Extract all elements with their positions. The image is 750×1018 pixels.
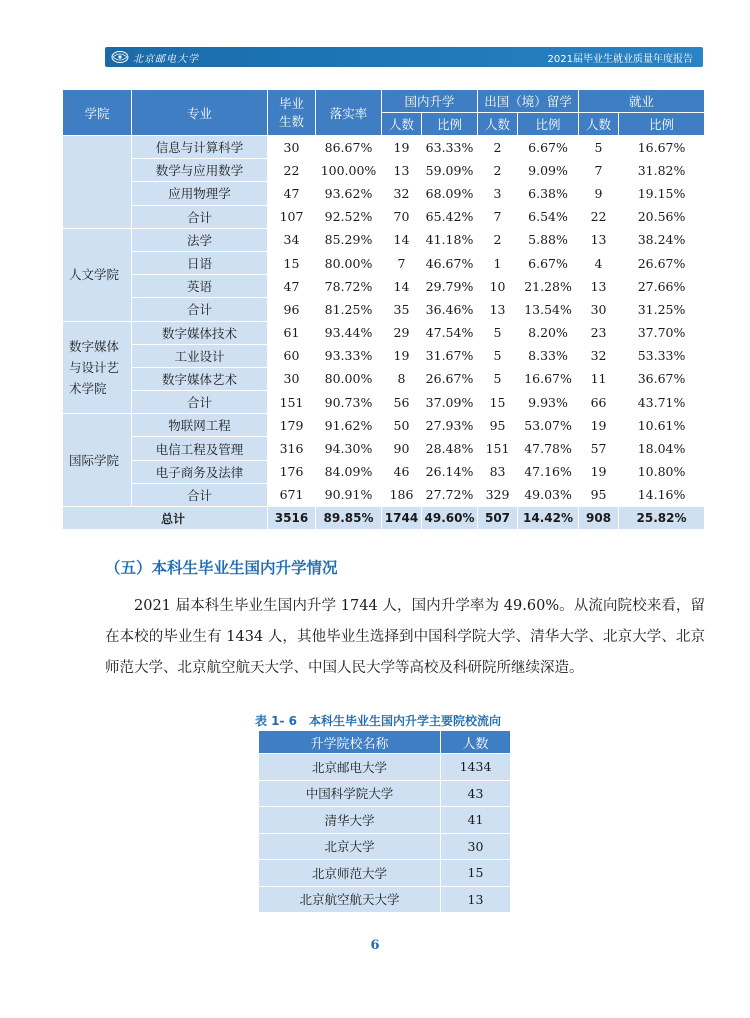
grads-cell: 47 — [268, 275, 316, 298]
abroad-count-cell: 5 — [478, 367, 518, 390]
domestic-count-cell: 70 — [382, 205, 422, 228]
employ-count-cell: 19 — [579, 414, 619, 437]
col-header-grads: 毕业生数 — [268, 90, 316, 136]
employ-count-cell: 13 — [579, 228, 619, 251]
table-row — [63, 251, 705, 274]
domestic-count-cell: 14 — [382, 228, 422, 251]
total-cell: 89.85% — [316, 507, 382, 530]
abroad-ratio-cell: 6.38% — [518, 182, 579, 205]
abroad-count-cell: 13 — [478, 298, 518, 321]
abroad-ratio-cell: 53.07% — [518, 414, 579, 437]
abroad-ratio-cell: 49.03% — [518, 483, 579, 506]
abroad-count-cell: 5 — [478, 344, 518, 367]
page-number: 6 — [370, 938, 380, 953]
employ-ratio-cell: 27.66% — [619, 275, 705, 298]
rate-cell: 93.33% — [316, 344, 382, 367]
domestic-count-cell: 19 — [382, 136, 422, 159]
rate-cell: 94.30% — [316, 437, 382, 460]
college-cell: 国际学院 — [63, 414, 132, 507]
employ-count-cell: 32 — [579, 344, 619, 367]
abroad-count-cell: 2 — [478, 159, 518, 182]
abroad-count-cell: 15 — [478, 391, 518, 414]
domestic-ratio-cell: 28.48% — [422, 437, 478, 460]
employ-count-cell: 7 — [579, 159, 619, 182]
destination-table-body — [259, 754, 511, 913]
employ-ratio-cell: 38.24% — [619, 228, 705, 251]
rate-cell: 80.00% — [316, 367, 382, 390]
col-header-people: 人数 — [441, 731, 511, 754]
grads-cell: 34 — [268, 228, 316, 251]
domestic-ratio-cell: 47.54% — [422, 321, 478, 344]
domestic-count-cell: 90 — [382, 437, 422, 460]
domestic-ratio-cell: 31.67% — [422, 344, 478, 367]
major-cell: 电子商务及法律 — [132, 460, 268, 483]
rate-cell: 91.62% — [316, 414, 382, 437]
grads-cell: 671 — [268, 483, 316, 506]
employ-count-cell: 30 — [579, 298, 619, 321]
employ-count-cell: 5 — [579, 136, 619, 159]
grads-cell: 316 — [268, 437, 316, 460]
table-row — [63, 391, 705, 414]
abroad-ratio-cell: 9.09% — [518, 159, 579, 182]
sub-header-count: 人数 — [382, 113, 422, 136]
grads-cell: 61 — [268, 321, 316, 344]
table-row — [259, 860, 511, 887]
employ-ratio-cell: 16.67% — [619, 136, 705, 159]
employ-ratio-cell: 19.15% — [619, 182, 705, 205]
abroad-ratio-cell: 6.67% — [518, 251, 579, 274]
major-cell: 数学与应用数学 — [132, 159, 268, 182]
abroad-count-cell: 329 — [478, 483, 518, 506]
grads-cell: 176 — [268, 460, 316, 483]
domestic-count-cell: 19 — [382, 344, 422, 367]
major-cell: 工业设计 — [132, 344, 268, 367]
report-title: 2021届毕业生就业质量年度报告 — [547, 54, 693, 65]
domestic-ratio-cell: 27.72% — [422, 483, 478, 506]
people-count-cell: 41 — [441, 807, 511, 834]
domestic-count-cell: 7 — [382, 251, 422, 274]
employ-ratio-cell: 20.56% — [619, 205, 705, 228]
rate-cell: 80.00% — [316, 251, 382, 274]
total-row — [63, 507, 705, 530]
sub-header-count: 人数 — [579, 113, 619, 136]
employ-ratio-cell: 10.61% — [619, 414, 705, 437]
employ-ratio-cell: 31.82% — [619, 159, 705, 182]
major-cell: 法学 — [132, 228, 268, 251]
table-caption: 表 1- 6 本科生毕业生国内升学主要院校流向 — [255, 714, 502, 728]
major-cell: 合计 — [132, 391, 268, 414]
domestic-ratio-cell: 68.09% — [422, 182, 478, 205]
people-count-cell: 15 — [441, 860, 511, 887]
school-name-cell: 北京邮电大学 — [259, 754, 441, 781]
school-name-cell: 北京航空航天大学 — [259, 886, 441, 913]
employ-ratio-cell: 26.67% — [619, 251, 705, 274]
rate-cell: 84.09% — [316, 460, 382, 483]
abroad-ratio-cell: 16.67% — [518, 367, 579, 390]
total-label: 总计 — [63, 507, 268, 530]
rate-cell: 81.25% — [316, 298, 382, 321]
grads-cell: 22 — [268, 159, 316, 182]
table-row — [259, 780, 511, 807]
section-title: （五）本科生毕业生国内升学情况 — [105, 559, 338, 577]
table-row — [63, 182, 705, 205]
grads-cell: 30 — [268, 367, 316, 390]
rate-cell: 90.91% — [316, 483, 382, 506]
major-cell: 信息与计算科学 — [132, 136, 268, 159]
sub-header-ratio: 比例 — [518, 113, 579, 136]
rate-cell: 85.29% — [316, 228, 382, 251]
total-cell: 25.82% — [619, 507, 705, 530]
abroad-ratio-cell: 21.28% — [518, 275, 579, 298]
domestic-count-cell: 46 — [382, 460, 422, 483]
paragraph-text: 2021 届本科生毕业生国内升学 1744 人，国内升学率为 49.60%。从流向院校来看，留在本校的毕业生有 1434 人，其他毕业生选择到中国科学院大学、清华大学、北京大学、北京师范大学、北京航空航天大学、中国人民大学等高校及科研院所继续深造。 — [105, 598, 705, 676]
school-name-cell: 北京大学 — [259, 833, 441, 860]
domestic-ratio-cell: 26.14% — [422, 460, 478, 483]
table-row — [63, 159, 705, 182]
domestic-ratio-cell: 65.42% — [422, 205, 478, 228]
total-cell: 14.42% — [518, 507, 579, 530]
school-name-cell: 清华大学 — [259, 807, 441, 834]
sub-header-ratio: 比例 — [422, 113, 478, 136]
col-header-school: 升学院校名称 — [259, 731, 441, 754]
employ-ratio-cell: 18.04% — [619, 437, 705, 460]
employment-table — [62, 89, 705, 530]
employ-count-cell: 11 — [579, 367, 619, 390]
col-header-domestic: 国内升学 — [382, 90, 478, 113]
table-row — [63, 367, 705, 390]
major-cell: 日语 — [132, 251, 268, 274]
domestic-ratio-cell: 36.46% — [422, 298, 478, 321]
employ-count-cell: 57 — [579, 437, 619, 460]
major-cell: 数字媒体技术 — [132, 321, 268, 344]
abroad-ratio-cell: 47.78% — [518, 437, 579, 460]
abroad-count-cell: 83 — [478, 460, 518, 483]
domestic-count-cell: 14 — [382, 275, 422, 298]
employ-count-cell: 22 — [579, 205, 619, 228]
major-cell: 应用物理学 — [132, 182, 268, 205]
abroad-ratio-cell: 8.20% — [518, 321, 579, 344]
employ-count-cell: 23 — [579, 321, 619, 344]
table-row — [63, 344, 705, 367]
sub-header-ratio: 比例 — [619, 113, 705, 136]
col-header-rate: 落实率 — [316, 90, 382, 136]
sub-header-count: 人数 — [478, 113, 518, 136]
abroad-count-cell: 2 — [478, 228, 518, 251]
school-name-cell: 中国科学院大学 — [259, 780, 441, 807]
employment-table-body — [63, 136, 705, 530]
abroad-count-cell: 3 — [478, 182, 518, 205]
table-row — [63, 460, 705, 483]
grads-cell: 151 — [268, 391, 316, 414]
employ-ratio-cell: 10.80% — [619, 460, 705, 483]
employ-count-cell: 66 — [579, 391, 619, 414]
employ-ratio-cell: 36.67% — [619, 367, 705, 390]
abroad-count-cell: 7 — [478, 205, 518, 228]
people-count-cell: 13 — [441, 886, 511, 913]
employ-count-cell: 19 — [579, 460, 619, 483]
total-cell: 49.60% — [422, 507, 478, 530]
domestic-count-cell: 186 — [382, 483, 422, 506]
employ-ratio-cell: 37.70% — [619, 321, 705, 344]
abroad-count-cell: 10 — [478, 275, 518, 298]
major-cell: 英语 — [132, 275, 268, 298]
major-cell: 物联网工程 — [132, 414, 268, 437]
abroad-count-cell: 1 — [478, 251, 518, 274]
major-cell: 数字媒体艺术 — [132, 367, 268, 390]
employ-ratio-cell: 53.33% — [619, 344, 705, 367]
logo-text: 北京邮电大学 — [133, 53, 199, 65]
table-row — [63, 298, 705, 321]
table-row — [63, 414, 705, 437]
total-cell: 507 — [478, 507, 518, 530]
rate-cell: 100.00% — [316, 159, 382, 182]
domestic-ratio-cell: 46.67% — [422, 251, 478, 274]
rate-cell: 93.44% — [316, 321, 382, 344]
abroad-count-cell: 5 — [478, 321, 518, 344]
major-cell: 合计 — [132, 205, 268, 228]
table-row — [63, 205, 705, 228]
abroad-count-cell: 2 — [478, 136, 518, 159]
abroad-ratio-cell: 8.33% — [518, 344, 579, 367]
grads-cell: 15 — [268, 251, 316, 274]
table-row — [259, 833, 511, 860]
section-paragraph — [105, 591, 705, 684]
total-cell: 1744 — [382, 507, 422, 530]
abroad-count-cell: 151 — [478, 437, 518, 460]
domestic-count-cell: 8 — [382, 367, 422, 390]
abroad-count-cell: 95 — [478, 414, 518, 437]
employ-ratio-cell: 14.16% — [619, 483, 705, 506]
abroad-ratio-cell: 9.93% — [518, 391, 579, 414]
major-cell: 电信工程及管理 — [132, 437, 268, 460]
employ-count-cell: 4 — [579, 251, 619, 274]
domestic-count-cell: 13 — [382, 159, 422, 182]
domestic-count-cell: 56 — [382, 391, 422, 414]
university-emblem-icon — [111, 50, 129, 64]
abroad-ratio-cell: 47.16% — [518, 460, 579, 483]
major-cell: 合计 — [132, 483, 268, 506]
employ-count-cell: 13 — [579, 275, 619, 298]
col-header-major: 专业 — [132, 90, 268, 136]
abroad-ratio-cell: 6.67% — [518, 136, 579, 159]
people-count-cell: 30 — [441, 833, 511, 860]
table-row — [63, 228, 705, 251]
grads-cell: 107 — [268, 205, 316, 228]
grads-cell: 96 — [268, 298, 316, 321]
employ-ratio-cell: 43.71% — [619, 391, 705, 414]
domestic-count-cell: 35 — [382, 298, 422, 321]
destination-table — [258, 730, 511, 913]
grads-cell: 47 — [268, 182, 316, 205]
table-row — [63, 483, 705, 506]
domestic-ratio-cell: 63.33% — [422, 136, 478, 159]
university-logo — [111, 49, 199, 65]
col-header-abroad: 出国（境）留学 — [478, 90, 579, 113]
report-header-bar — [105, 47, 703, 67]
grads-cell: 60 — [268, 344, 316, 367]
table-row — [63, 321, 705, 344]
employ-count-cell: 9 — [579, 182, 619, 205]
rate-cell: 90.73% — [316, 391, 382, 414]
domestic-ratio-cell: 37.09% — [422, 391, 478, 414]
domestic-count-cell: 29 — [382, 321, 422, 344]
major-cell: 合计 — [132, 298, 268, 321]
rate-cell: 93.62% — [316, 182, 382, 205]
college-cell: 数字媒体与设计艺术学院 — [63, 321, 132, 414]
grads-cell: 179 — [268, 414, 316, 437]
people-count-cell: 43 — [441, 780, 511, 807]
school-name-cell: 北京师范大学 — [259, 860, 441, 887]
domestic-count-cell: 50 — [382, 414, 422, 437]
employ-count-cell: 95 — [579, 483, 619, 506]
employ-ratio-cell: 31.25% — [619, 298, 705, 321]
col-header-employ: 就业 — [579, 90, 705, 113]
domestic-ratio-cell: 29.79% — [422, 275, 478, 298]
abroad-ratio-cell: 13.54% — [518, 298, 579, 321]
table-row — [63, 275, 705, 298]
domestic-count-cell: 32 — [382, 182, 422, 205]
domestic-ratio-cell: 59.09% — [422, 159, 478, 182]
rate-cell: 78.72% — [316, 275, 382, 298]
college-cell — [63, 136, 132, 229]
abroad-ratio-cell: 5.88% — [518, 228, 579, 251]
table-row — [259, 886, 511, 913]
table-row — [259, 807, 511, 834]
table-row — [259, 754, 511, 781]
rate-cell: 86.67% — [316, 136, 382, 159]
total-cell: 908 — [579, 507, 619, 530]
grads-cell: 30 — [268, 136, 316, 159]
college-cell: 人文学院 — [63, 228, 132, 321]
table-row — [63, 437, 705, 460]
rate-cell: 92.52% — [316, 205, 382, 228]
abroad-ratio-cell: 6.54% — [518, 205, 579, 228]
domestic-ratio-cell: 26.67% — [422, 367, 478, 390]
domestic-ratio-cell: 27.93% — [422, 414, 478, 437]
col-header-college: 学院 — [63, 90, 132, 136]
domestic-ratio-cell: 41.18% — [422, 228, 478, 251]
people-count-cell: 1434 — [441, 754, 511, 781]
total-cell: 3516 — [268, 507, 316, 530]
table-row — [63, 136, 705, 159]
